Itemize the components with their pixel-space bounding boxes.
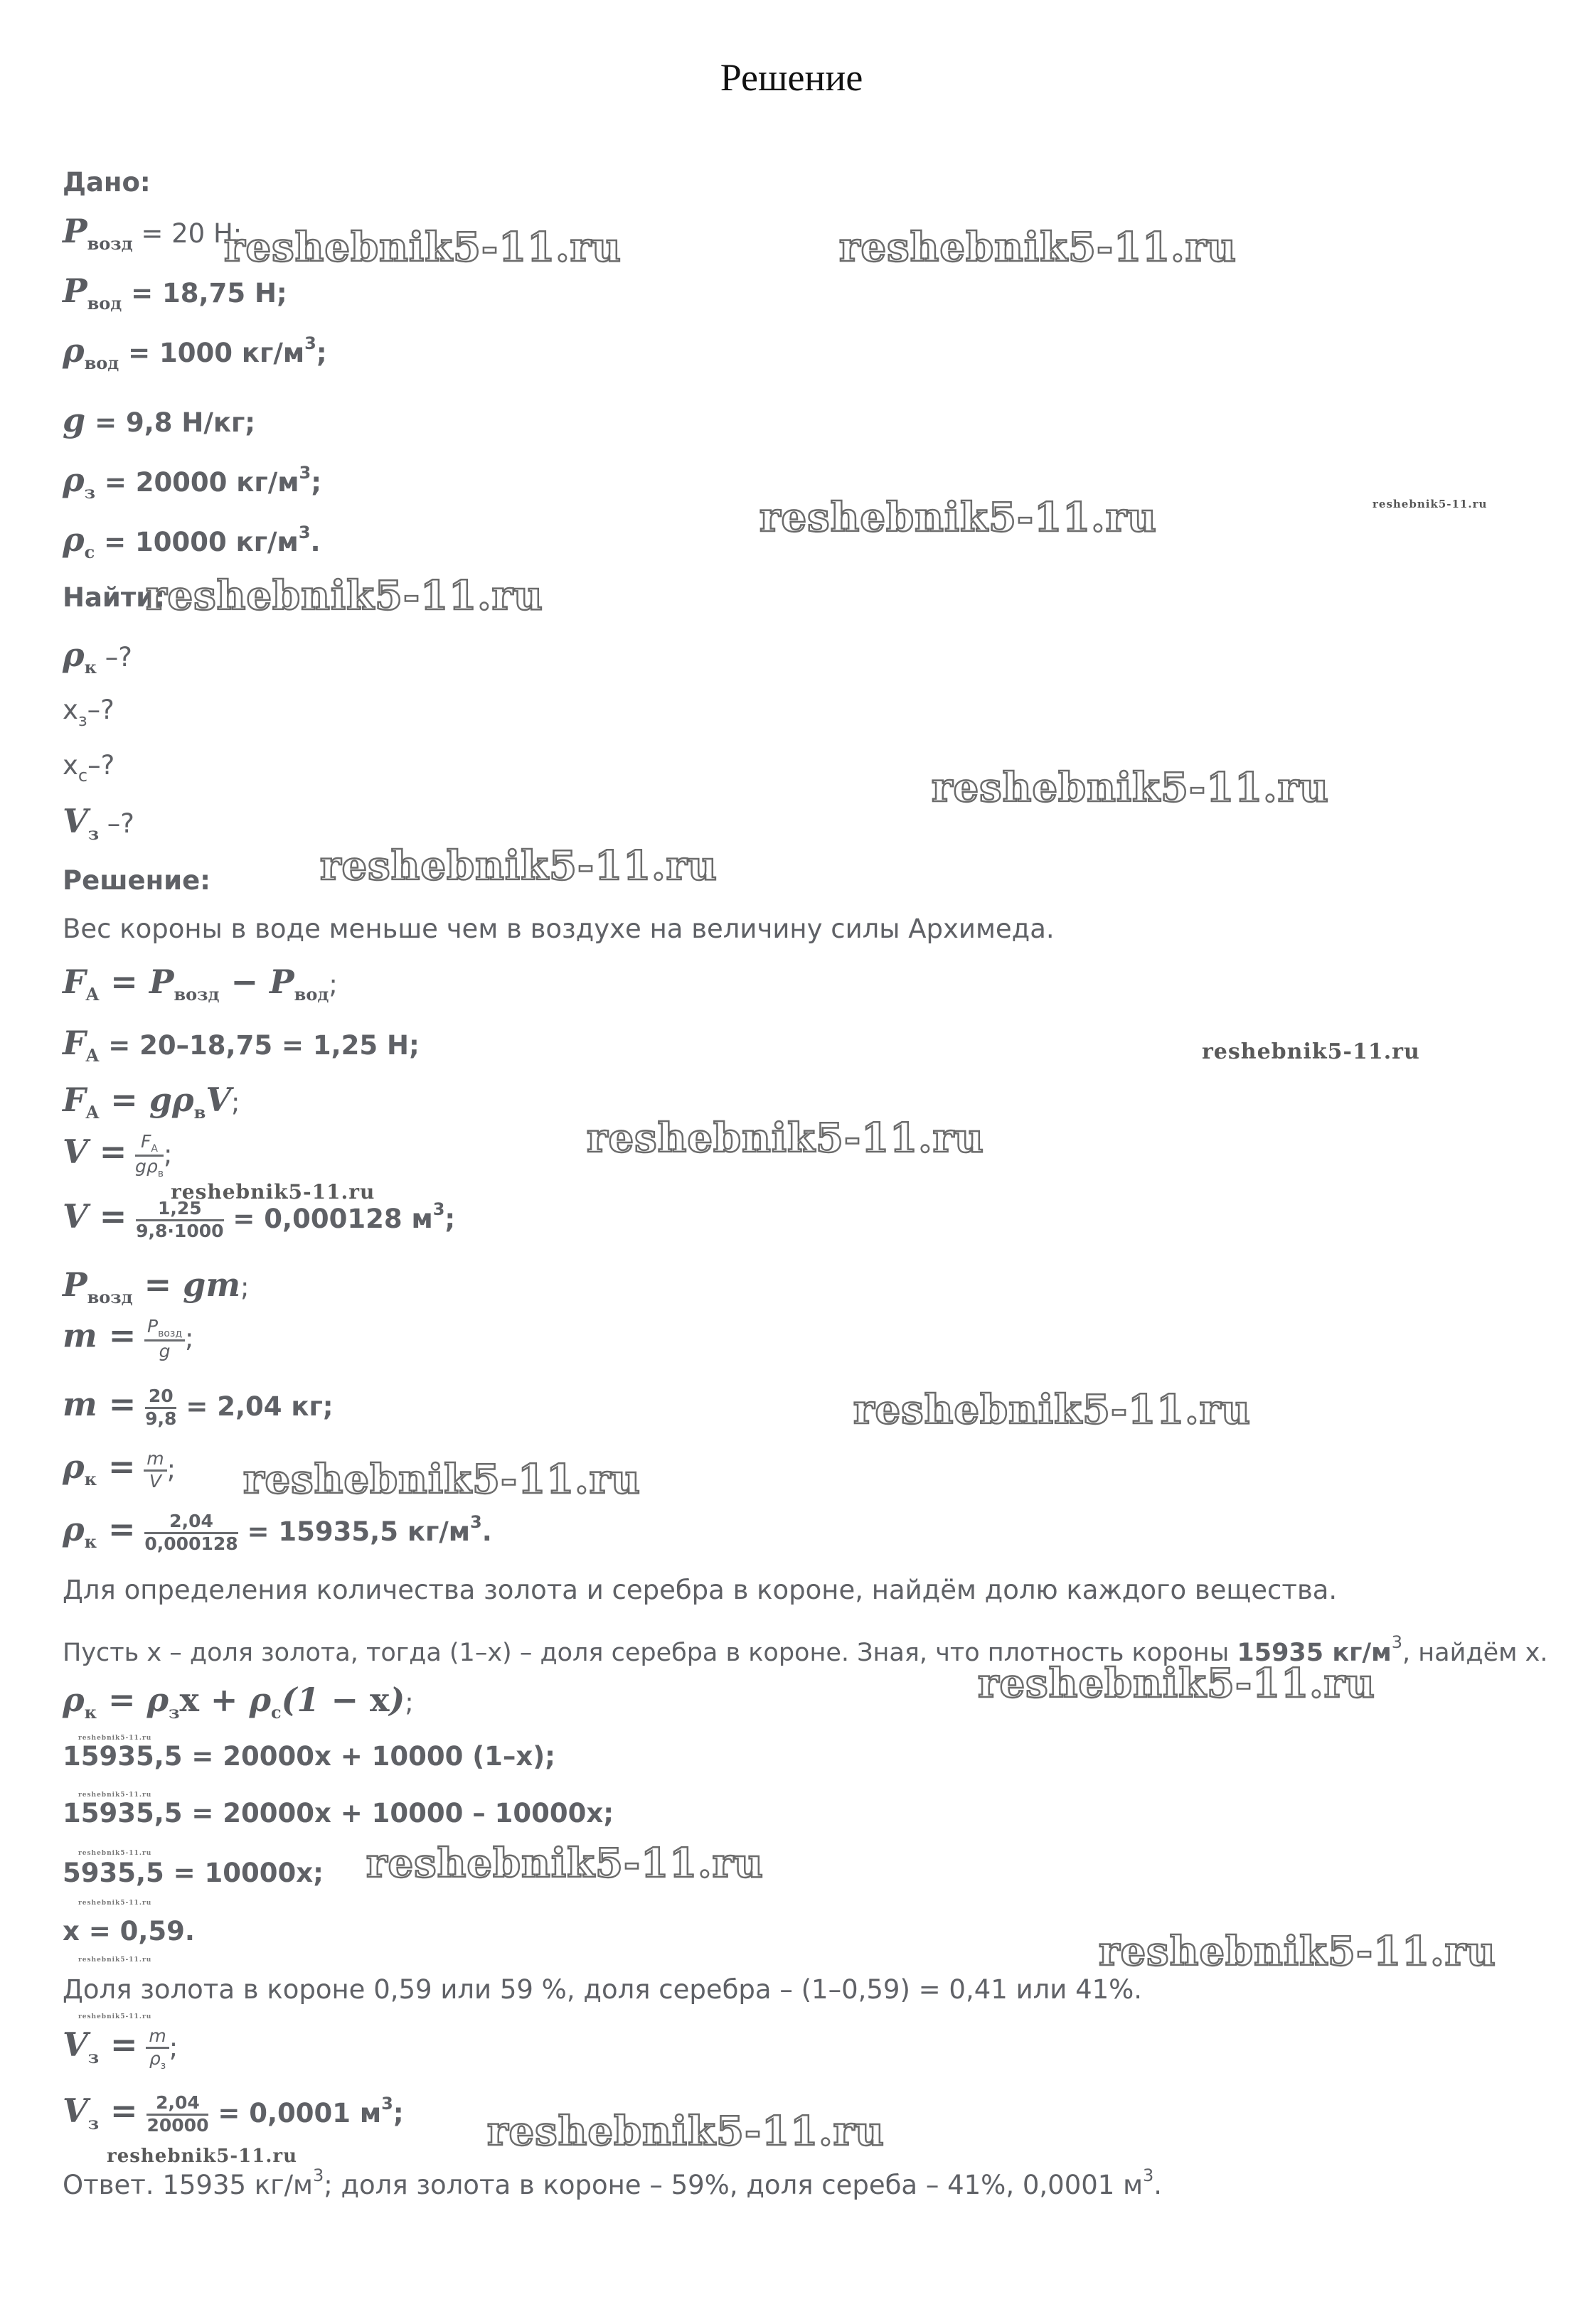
find-item-2: –?	[87, 695, 114, 725]
formula-v: V = $\frac{F_A}{g\rho_в}$ ;	[63, 1131, 173, 1180]
watermark: reshebnik5-11.ru	[366, 1840, 764, 1887]
rho-numerator: 2,04	[144, 1511, 238, 1534]
page-title: Решение	[720, 56, 863, 99]
watermark: reshebnik5-11.ru	[487, 2108, 885, 2155]
equation-1: 15935,5 = 20000x + 10000 (1–x);	[63, 1741, 555, 1772]
given-g-value: = 9,8 Н/кг;	[95, 407, 256, 438]
given-rho-silver: $\rho_с = 10000$ $кг/м^3$.	[63, 520, 321, 562]
rho-result: = 15935,5 кг/м	[247, 1516, 471, 1547]
para-assumption-a: Пусть x – доля золота, тогда (1–x) – доля серебра в короне. Зная, что плотность короны	[63, 1639, 1230, 1667]
v-numerator: 1,25	[136, 1199, 223, 1221]
given-rho-gold-value: = 20000 кг/м	[104, 467, 299, 498]
formula-vz: $V_з$ = $\frac{m}{\rho_з}$ ;	[63, 2025, 178, 2072]
given-p-air: $P_{возд} = 20$ Н;	[63, 212, 242, 254]
watermark: reshebnik5-11.ru	[78, 1735, 152, 1742]
watermark: reshebnik5-11.ru	[78, 1850, 152, 1857]
m-denominator: 9,8	[145, 1408, 177, 1429]
formula-fa-calc: $F_A = 20-18,75 = 1,25$ Н;	[63, 1024, 420, 1066]
watermark: reshebnik5-11.ru	[759, 494, 1157, 541]
answer-part-a: Ответ. 15935 кг/м	[63, 2170, 313, 2200]
watermark: reshebnik5-11.ru	[1099, 1928, 1496, 1975]
vz-numerator: 2,04	[146, 2093, 208, 2116]
answer-part-b: ; доля золота в короне – 59%, доля сереба – 41%, 0,0001 м	[324, 2170, 1144, 2200]
watermark: reshebnik5-11.ru	[224, 224, 622, 271]
find-x-gold: $x_з-$?	[63, 695, 114, 730]
equation-4: x = 0,59.	[63, 1916, 195, 1947]
formula-rho-crown: $\rho_к$ = $\frac{m}{V}$ ;	[63, 1447, 176, 1492]
formula-mixture: $\rho_к = \rho_зx + \rho_с(1 - x)$;	[63, 1681, 414, 1723]
given-rho-silver-value: = 10000 кг/м	[104, 527, 299, 557]
watermark: reshebnik5-11.ru	[1202, 1039, 1420, 1064]
vz-result: = 0,0001 м	[218, 2097, 382, 2128]
find-v-gold: $V_з$ –?	[63, 802, 134, 844]
formula-archimedes: $F_A = P_{возд} - P_{вод}$;	[63, 963, 338, 1005]
para-fraction: Для определения количества золота и серебра в короне, найдём долю каждого вещества.	[63, 1575, 1338, 1605]
solution-label: Решение:	[63, 865, 210, 896]
v-result: = 0,000128 м	[233, 1203, 433, 1234]
given-label: Дано:	[63, 167, 151, 198]
vz-denominator: 20000	[146, 2114, 209, 2136]
watermark: reshebnik5-11.ru	[1373, 498, 1488, 510]
equation-3: 5935,5 = 10000x;	[63, 1858, 324, 1888]
watermark: reshebnik5-11.ru	[932, 764, 1329, 811]
find-item-4: –?	[107, 808, 134, 839]
answer: Ответ. 15935 $кг/м^3$; доля золота в короне – 59%, доля сереба – 41%, 0,0001 $м^3$.	[63, 2165, 1163, 2200]
watermark: reshebnik5-11.ru	[839, 224, 1237, 271]
solution-intro: Вес короны в воде меньше чем в воздухе на величину силы Архимеда.	[63, 914, 1055, 944]
given-p-water-value: = 18,75 Н;	[131, 278, 287, 309]
watermark: reshebnik5-11.ru	[243, 1456, 641, 1503]
fa-calc-value: = 20–18,75 = 1,25 Н;	[108, 1030, 420, 1061]
formula-vz-calc: $V_з$ = $\frac{2,04}{20000}$ = 0,0001 $м^3$;	[63, 2091, 404, 2136]
para-share: Доля золота в короне 0,59 или 59 %, доля серебра – (1–0,59) = 0,41 или 41%.	[63, 1974, 1143, 2005]
given-p-air-value: = 20 Н;	[141, 218, 242, 249]
given-rho-gold: $\rho_з = 20000$ $кг/м^3$;	[63, 461, 322, 503]
watermark: reshebnik5-11.ru	[853, 1386, 1251, 1433]
watermark: reshebnik5-11.ru	[78, 2013, 152, 2020]
watermark: reshebnik5-11.ru	[78, 1792, 152, 1799]
formula-m-calc: m = $\frac{20}{9,8}$ = 2,04 кг;	[63, 1384, 334, 1429]
given-rho-water-value: = 1000 кг/м	[128, 338, 305, 368]
watermark: reshebnik5-11.ru	[587, 1115, 984, 1162]
find-x-silver: $x_с-$?	[63, 750, 115, 786]
watermark: reshebnik5-11.ru	[978, 1660, 1375, 1707]
given-rho-water: $\rho_{вод} = 1000$ $кг/м^3$;	[63, 331, 327, 373]
find-item-1: –?	[105, 642, 132, 673]
watermark: reshebnik5-11.ru	[107, 2146, 298, 2167]
para-assumption: Пусть x – доля золота, тогда (1–x) – доля серебра в короне. Зная, что плотность короны 15935 $кг/м^3$, найдём x.	[63, 1632, 1548, 1667]
v-denominator: 9,8∙1000	[136, 1220, 224, 1241]
watermark: reshebnik5-11.ru	[171, 1180, 375, 1204]
formula-m: m = $\frac{P_{возд}}{g}$ ;	[63, 1316, 194, 1362]
rho-denominator: 0,000128	[144, 1533, 238, 1554]
find-rho-crown: $\rho_к$ –?	[63, 636, 132, 678]
formula-v-calc: V = $\frac{1,25}{9,8\cdot 1000}$ = 0,000128 $м^3$;	[63, 1196, 456, 1241]
formula-fa-density: $F_A = g\rho_вV$;	[63, 1081, 240, 1123]
formula-p-air: $P_{возд}$ = gm;	[63, 1265, 250, 1307]
find-item-3: –?	[87, 750, 115, 781]
formula-rho-calc: $\rho_к$ = $\frac{2,04}{0,000128}$ = 15935,5 $кг/м^3$.	[63, 1509, 492, 1554]
watermark: reshebnik5-11.ru	[78, 1900, 152, 1907]
watermark: reshebnik5-11.ru	[146, 572, 543, 619]
watermark: reshebnik5-11.ru	[78, 1956, 152, 1964]
para-assumption-c: , найдём x.	[1402, 1639, 1548, 1667]
m-numerator: 20	[145, 1386, 176, 1409]
given-g: g = 9,8 Н/кг;	[63, 401, 256, 439]
watermark: reshebnik5-11.ru	[320, 842, 718, 889]
para-assumption-b: 15935 кг/м	[1237, 1639, 1392, 1667]
given-p-water: $P_{вод} = 18,75$ Н;	[63, 272, 287, 314]
equation-2: 15935,5 = 20000x + 10000 – 10000x;	[63, 1798, 614, 1828]
find-label: Найти:	[63, 582, 166, 613]
m-result: = 2,04 кг;	[186, 1391, 334, 1422]
